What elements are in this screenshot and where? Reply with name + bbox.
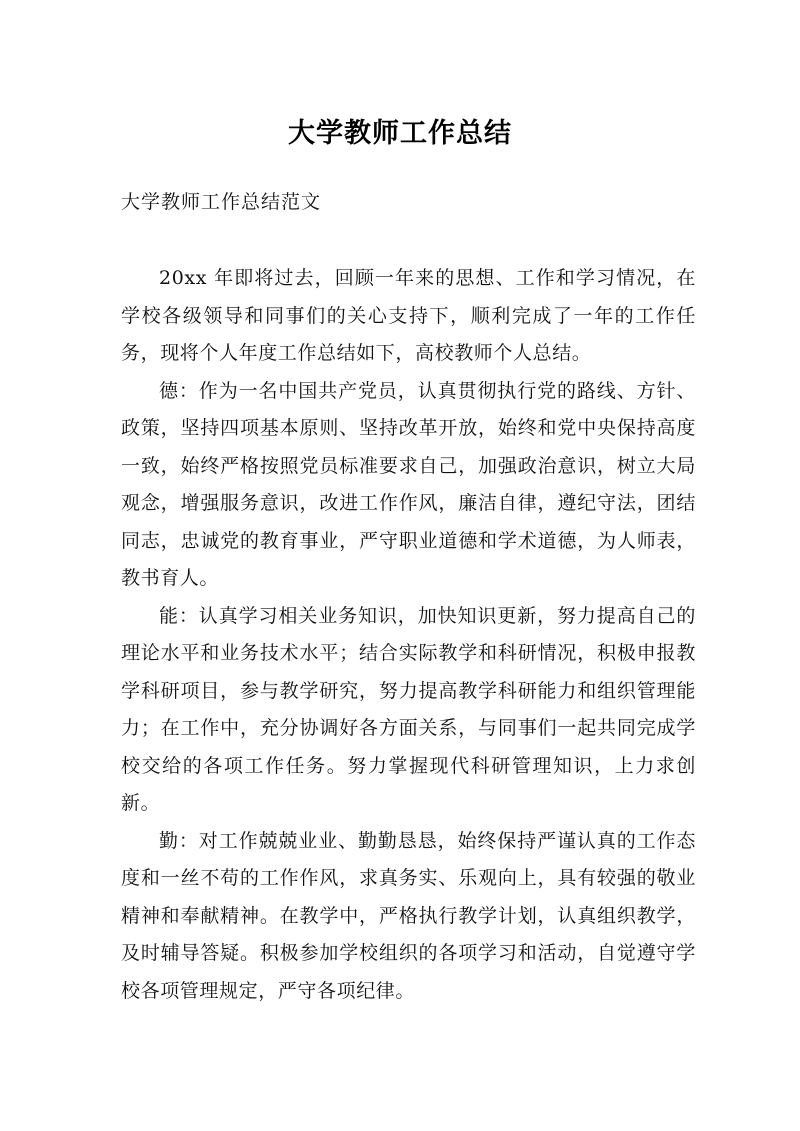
document-title: 大学教师工作总结: [288, 118, 512, 150]
paragraph-intro: 20xx 年即将过去，回顾一年来的思想、工作和学习情况，在学校各级领导和同事们的关心支持下，顺利完成了一年的工作任务，现将个人年度工作总结如下，高校教师个人总结。: [121, 267, 696, 364]
paragraph-ability: 能：认真学习相关业务知识，加快知识更新，努力提高自己的理论水平和业务技术水平；结合实际教学和科研情况，积极申报教学科研项目，参与教学研究，努力提高教学科研能力和组织管理能力；在工作中，充分协调好各方面关系，与同事们一起共同完成学校交给的各项工作任务。努力掌握现代科研管理知识，上力求创新。: [121, 604, 696, 814]
document-body: [121, 260, 696, 1010]
paragraph-virtue: 德：作为一名中国共产党员，认真贯彻执行党的路线、方针、政策，坚持四项基本原则、坚持改革开放，始终和党中央保持高度一致，始终严格按照党员标准要求自己，加强政治意识，树立大局观念，增强服务意识，改进工作作风，廉洁自律，遵纪守法，团结同志，忠诚党的教育事业，严守职业道德和学术道德，为人师表，教书育人。: [121, 379, 696, 589]
document-subtitle: 大学教师工作总结范文: [121, 191, 322, 213]
paragraph-diligence: 勤：对工作兢兢业业、勤勤恳恳，始终保持严谨认真的工作态度和一丝不苟的工作作风，求真务实、乐观向上，具有较强的敬业精神和奉献精神。在教学中，严格执行教学计划，认真组织教学，及时辅导答疑。积极参加学校组织的各项学习和活动，自觉遵守学校各项管理规定，严守各项纪律。: [121, 829, 696, 1002]
